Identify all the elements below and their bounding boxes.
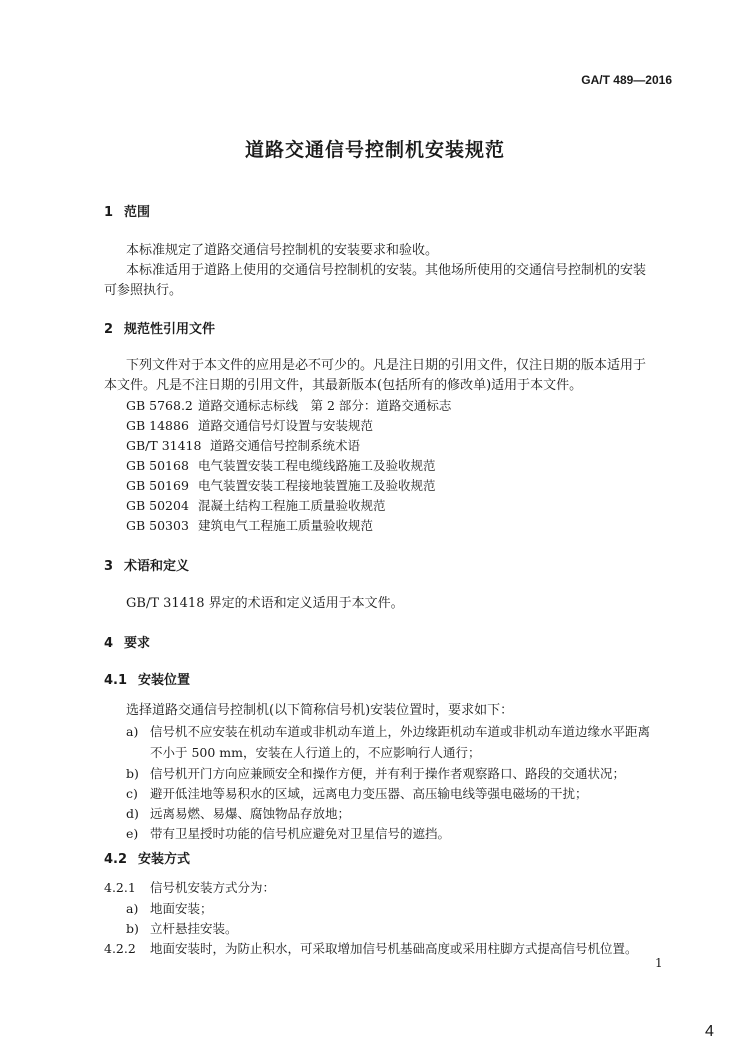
subsection-4-1-heading [104, 671, 190, 691]
clause-number: 4.2.2 [104, 941, 136, 956]
section-1-heading [104, 203, 150, 223]
reference-code: GB 5768.2 [126, 398, 193, 413]
list-text: 避开低洼地等易积水的区域，远离电力变压器、高压输电线等强电磁场的干扰； [150, 786, 588, 801]
list-text: 立杆悬挂安装。 [150, 921, 238, 936]
reference-code: GB 50169 [126, 478, 189, 493]
list-text: 信号机开门方向应兼顾安全和操作方便，并有利于操作者观察路口、路段的交通状况； [150, 766, 626, 781]
reference-name: 道路交通信号灯设置与安装规范 [198, 418, 374, 433]
clause-number: 4.2.1 [104, 880, 136, 895]
section-3-heading [104, 557, 189, 577]
clause-4-2-2 [104, 939, 638, 959]
paragraph: 下列文件对于本文件的应用是必不可少的。凡是注日期的引用文件，仅注日期的版本适用于本文件。凡是不注日期的引用文件，其最新版本(包括所有的修改单)适用于本文件。 [104, 358, 647, 393]
reference-name: 道路交通信号控制系统术语 [210, 438, 361, 453]
section-number: 4 [104, 636, 114, 651]
list-item [126, 722, 650, 742]
list-label: b) [126, 766, 139, 781]
list-text: 地面安装； [150, 901, 213, 916]
reference-code: GB/T 31418 [126, 438, 202, 453]
list-label: a) [126, 724, 139, 739]
clause-4-2-1 [104, 878, 275, 898]
reference-code: GB 50303 [126, 518, 189, 533]
section-title: 范围 [124, 205, 151, 220]
subsection-title: 安装位置 [138, 673, 191, 688]
list-item [126, 824, 450, 844]
list-text: 带有卫星授时功能的信号机应避免对卫星信号的遮挡。 [150, 826, 451, 841]
reference-item [126, 456, 436, 476]
reference-code: GB 50204 [126, 498, 189, 513]
reference-item [126, 396, 451, 416]
list-item [126, 919, 238, 939]
list-item [126, 784, 588, 804]
list-item [126, 899, 213, 919]
list-text: 远离易燃、易爆、腐蚀物品存放地； [150, 806, 351, 821]
paragraph: 本标准规定了道路交通信号控制机的安装要求和验收。 [126, 243, 439, 258]
list-label: d) [126, 806, 139, 821]
reference-code: GB 50168 [126, 458, 189, 473]
reference-item [126, 516, 373, 536]
reference-name: 混凝土结构工程施工质量验收规范 [198, 498, 386, 513]
clause-text: 信号机安装方式分为： [150, 880, 276, 895]
reference-code: GB 14886 [126, 418, 189, 433]
list-label: e) [126, 826, 139, 841]
section-number: 3 [104, 559, 114, 574]
reference-name: 建筑电气工程施工质量验收规范 [198, 518, 374, 533]
document-number: GA/T 489—2016 [581, 73, 672, 87]
list-item-continuation: 不小于 500 mm，安装在人行道上的，不应影响行人通行； [150, 745, 481, 760]
subsection-number: 4.2 [104, 852, 128, 867]
list-item [126, 764, 625, 784]
list-item [126, 804, 350, 824]
reference-item [126, 436, 360, 456]
paragraph: 本标准适用于道路上使用的交通信号控制机的安装。其他场所使用的交通信号控制机的安装可参照执行。 [104, 263, 647, 298]
list-label: c) [126, 786, 138, 801]
section-title: 要求 [124, 636, 151, 651]
reference-item [126, 496, 386, 516]
section-2-heading [104, 320, 215, 340]
page-number: 1 [655, 956, 663, 970]
corner-page-number: 4 [705, 1023, 714, 1040]
subsection-4-2-heading [104, 850, 190, 870]
reference-name: 电气装置安装工程电缆线路施工及验收规范 [198, 458, 436, 473]
reference-item [126, 416, 373, 436]
section-title: 术语和定义 [124, 559, 190, 574]
section-4-heading [104, 634, 150, 654]
section-title: 规范性引用文件 [124, 322, 216, 337]
reference-name: 电气装置安装工程接地装置施工及验收规范 [198, 478, 436, 493]
paragraph: GB/T 31418 界定的术语和定义适用于本文件。 [126, 596, 404, 611]
list-label: a) [126, 901, 139, 916]
list-label: b) [126, 921, 139, 936]
paragraph: 选择道路交通信号控制机(以下简称信号机)安装位置时，要求如下： [126, 703, 514, 718]
list-text: 信号机不应安装在机动车道或非机动车道上，外边缘距机动车道或非机动车道边缘水平距离 [150, 724, 651, 739]
page-title: 道路交通信号控制机安装规范 [244, 139, 505, 161]
reference-item [126, 476, 436, 496]
reference-name: 道路交通标志标线 第 2 部分：道路交通标志 [198, 398, 452, 413]
section-number: 2 [104, 322, 114, 337]
subsection-number: 4.1 [104, 673, 128, 688]
clause-text: 地面安装时，为防止积水，可采取增加信号机基础高度或采用柱脚方式提高信号机位置。 [150, 941, 638, 956]
subsection-title: 安装方式 [138, 852, 191, 867]
section-number: 1 [104, 205, 114, 220]
